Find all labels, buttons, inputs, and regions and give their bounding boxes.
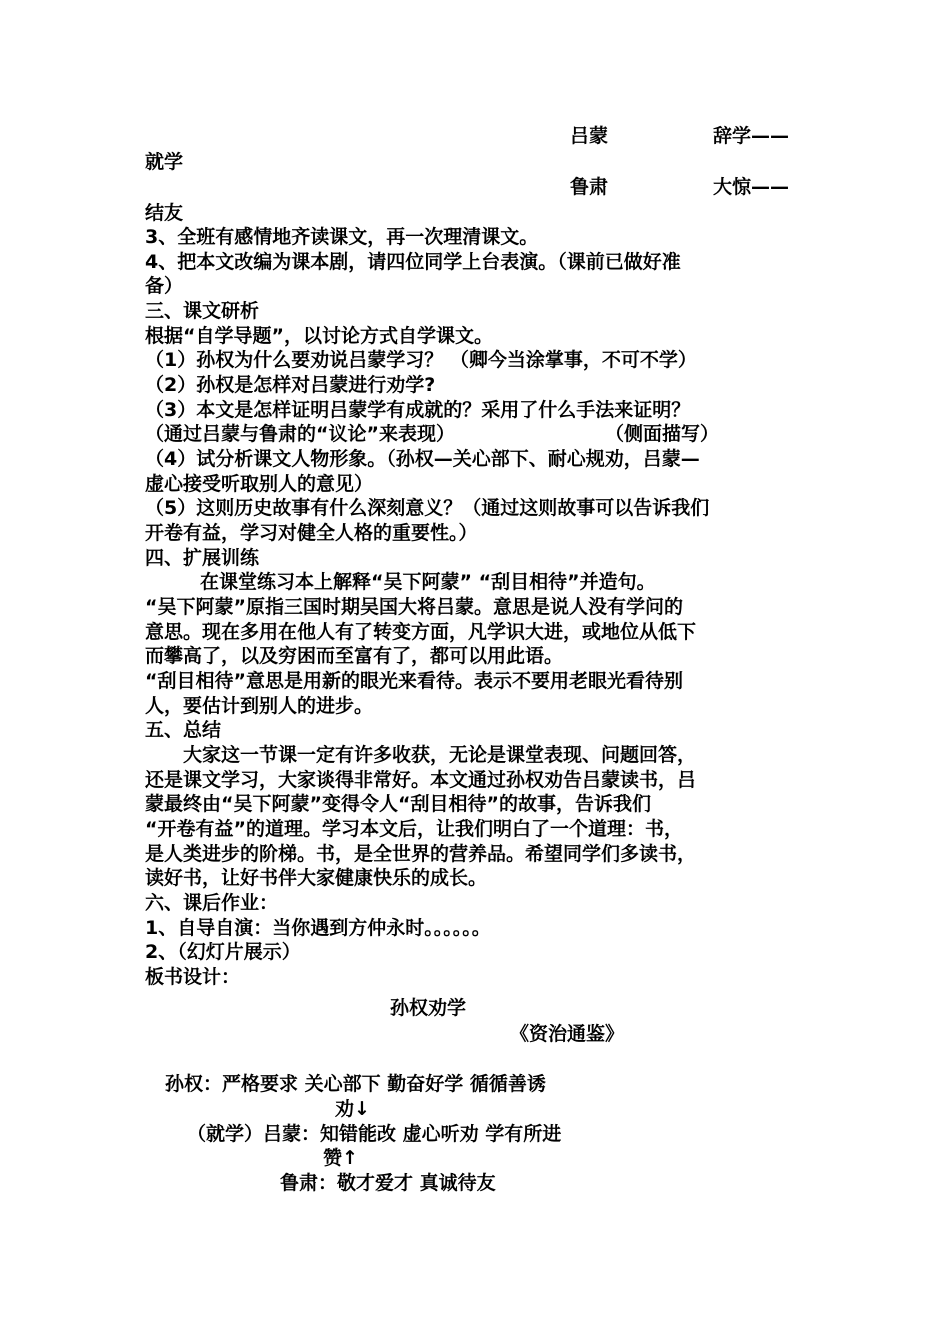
section-3-heading: 三、课文研析 [145,300,260,322]
board-row-sunquan: 孙权：严格要求 关心部下 勤奋好学 循循善诱 [165,1073,546,1095]
extension-para1-line3: 而攀高了，以及穷困而至富有了，都可以用此语。 [145,645,564,667]
board-row-lumeng: （就学）吕蒙：知错能改 虚心听劝 学有所进 [187,1123,562,1145]
homework-2: 2、（幻灯片展示） [145,941,301,963]
board-arrow-quan: 劝↓ [335,1098,370,1120]
board-heading: 板书设计： [145,966,241,988]
homework-1: 1、自导自演：当你遇到方仲永时。。。。。。 [145,917,491,939]
board-source: 《资治通鉴》 [510,1023,625,1045]
extension-para2-line2: 人，要估计到别人的进步。 [145,695,374,717]
question-5-line2: 开卷有益，学习对健全人格的重要性。） [145,522,478,544]
section-6-heading: 六、课后作业： [145,892,279,914]
section-4-heading: 四、扩展训练 [145,547,260,569]
extension-para1-line2: 意思。现在多用在他人有了转变方面，凡学识大进，或地位从低下 [145,621,697,643]
extension-task: 在课堂练习本上解释“吴下阿蒙” “刮目相待”并造句。 [200,571,656,593]
summary-line3: 蒙最终由“吴下阿蒙”变得令人“刮目相待”的故事，告诉我们 [145,793,651,815]
question-5-line1: （5）这则历史故事有什么深刻意义？（通过这则故事可以告诉我们 [145,497,710,519]
intro-name-lumeng: 吕蒙 [570,125,609,147]
question-1: （1）孙权为什么要劝说吕蒙学习？ （卿今当涂掌事，不可不学） [145,349,697,371]
step-4-line1: 4、把本文改编为课本剧，请四位同学上台表演。（课前已做好准 [145,251,681,273]
intro-action-dajing: 大惊—— [713,176,790,198]
question-4-line2: 虚心接受听取别人的意见） [145,473,374,495]
intro-action-jieyou: 结友 [145,202,184,224]
summary-line1: 大家这一节课一定有许多收获，无论是课堂表现、问题回答， [183,744,697,766]
intro-action-cixue: 辞学—— [713,125,790,147]
question-3-answer: （通过吕蒙与鲁肃的“议论”来表现） [145,423,455,445]
analysis-lead: 根据“自学导题”，以讨论方式自学课文。 [145,325,493,347]
intro-action-jiuxue: 就学 [145,151,184,173]
extension-para2-line1: “刮目相待”意思是用新的眼光来看待。表示不要用老眼光看待别 [145,670,683,692]
board-title: 孙权劝学 [390,997,467,1019]
board-arrow-zan: 赞↑ [323,1147,358,1169]
board-row-lusu: 鲁肃：敬才爱才 真诚待友 [280,1172,496,1194]
section-5-heading: 五、总结 [145,719,222,741]
summary-line5: 是人类进步的阶梯。书，是全世界的营养品。希望同学们多读书， [145,843,697,865]
extension-para1-line1: “吴下阿蒙”原指三国时期吴国大将吕蒙。意思是说人没有学问的 [145,596,683,618]
question-4-line1: （4）试分析课文人物形象。（孙权—关心部下、耐心规劝，吕蒙— [145,448,700,470]
question-3-method: （侧面描写） [605,423,720,445]
summary-line6: 读好书，让好书伴大家健康快乐的成长。 [145,867,488,889]
step-3: 3、全班有感情地齐读课文，再一次理清课文。 [145,226,539,248]
step-4-line2: 备） [145,275,184,297]
summary-line2: 还是课文学习，大家谈得非常好。本文通过孙权劝告吕蒙读书，吕 [145,769,697,791]
intro-name-lusu: 鲁肃 [570,176,609,198]
question-3: （3）本文是怎样证明吕蒙学有成就的？采用了什么手法来证明？ [145,399,691,421]
question-2: （2）孙权是怎样对吕蒙进行劝学? [145,374,436,396]
summary-line4: “开卷有益”的道理。学习本文后，让我们明白了一个道理：书， [145,818,683,840]
